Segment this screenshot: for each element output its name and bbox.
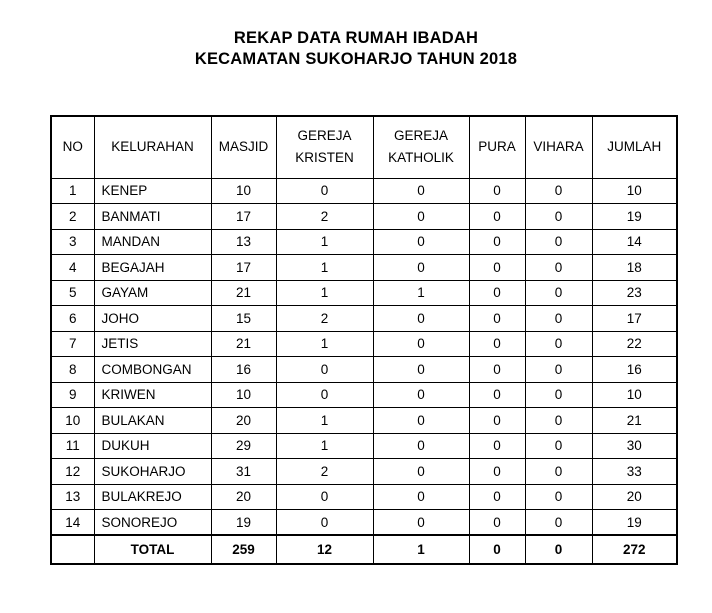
column-header-pura (469, 116, 525, 178)
cell-jumlah: 21 (592, 408, 677, 434)
cell-kelurahan: BEGAJAH (94, 255, 211, 281)
cell-vihara: 0 (525, 178, 592, 204)
recap-table (50, 115, 678, 565)
cell-pura: 0 (469, 510, 525, 536)
header-row (51, 116, 677, 178)
cell-kelurahan: KENEP (94, 178, 211, 204)
cell-jumlah: 33 (592, 459, 677, 485)
cell-no: 2 (51, 204, 94, 230)
column-header-vihara (525, 116, 592, 178)
cell-no: 6 (51, 306, 94, 332)
table-row (51, 331, 677, 357)
cell-no: 4 (51, 255, 94, 281)
table-row (51, 178, 677, 204)
cell-pura: 0 (469, 255, 525, 281)
cell-jumlah: 18 (592, 255, 677, 281)
table-row (51, 408, 677, 434)
total-cell-pura: 0 (469, 535, 525, 564)
cell-masjid: 17 (211, 255, 276, 281)
cell-kelurahan: JOHO (94, 306, 211, 332)
cell-jumlah: 17 (592, 306, 677, 332)
header-label-pura: PURA (478, 139, 516, 155)
cell-vihara: 0 (525, 484, 592, 510)
cell-gereja-katholik: 0 (373, 255, 469, 281)
cell-pura: 0 (469, 280, 525, 306)
cell-jumlah: 30 (592, 433, 677, 459)
cell-gereja-kristen: 2 (276, 306, 373, 332)
header-label-no: NO (62, 139, 83, 155)
cell-masjid: 21 (211, 280, 276, 306)
total-cell-masjid: 259 (211, 535, 276, 564)
table-row (51, 382, 677, 408)
cell-vihara: 0 (525, 433, 592, 459)
column-header-gereja-katholik (373, 116, 469, 178)
cell-masjid: 10 (211, 178, 276, 204)
cell-no: 10 (51, 408, 94, 434)
cell-pura: 0 (469, 331, 525, 357)
column-header-kelurahan (94, 116, 211, 178)
cell-jumlah: 16 (592, 357, 677, 383)
cell-vihara: 0 (525, 510, 592, 536)
cell-kelurahan: BANMATI (94, 204, 211, 230)
cell-gereja-katholik: 0 (373, 331, 469, 357)
cell-jumlah: 20 (592, 484, 677, 510)
table-row (51, 280, 677, 306)
page-title (0, 28, 712, 70)
cell-gereja-katholik: 0 (373, 178, 469, 204)
cell-pura: 0 (469, 229, 525, 255)
cell-gereja-katholik: 0 (373, 484, 469, 510)
cell-vihara: 0 (525, 280, 592, 306)
column-header-no (51, 116, 94, 178)
cell-no: 5 (51, 280, 94, 306)
cell-gereja-kristen: 1 (276, 229, 373, 255)
cell-gereja-kristen: 2 (276, 459, 373, 485)
cell-pura: 0 (469, 459, 525, 485)
header-label-gereja-katholik-line2: KATHOLIK (388, 150, 454, 166)
cell-gereja-katholik: 0 (373, 204, 469, 230)
cell-masjid: 20 (211, 484, 276, 510)
header-label-kelurahan: KELURAHAN (111, 139, 194, 155)
cell-vihara: 0 (525, 357, 592, 383)
header-label-gereja-kristen-line2: KRISTEN (295, 150, 354, 166)
header-label-vihara: VIHARA (533, 139, 584, 155)
cell-kelurahan: DUKUH (94, 433, 211, 459)
table-row (51, 510, 677, 536)
cell-gereja-kristen: 1 (276, 255, 373, 281)
cell-pura: 0 (469, 204, 525, 230)
column-header-masjid (211, 116, 276, 178)
cell-gereja-kristen: 0 (276, 510, 373, 536)
cell-gereja-katholik: 0 (373, 306, 469, 332)
recap-table-container (50, 115, 676, 565)
table-row (51, 357, 677, 383)
cell-vihara: 0 (525, 382, 592, 408)
cell-pura: 0 (469, 408, 525, 434)
cell-gereja-katholik: 0 (373, 510, 469, 536)
cell-pura: 0 (469, 357, 525, 383)
table-body (51, 178, 677, 564)
cell-gereja-katholik: 0 (373, 433, 469, 459)
header-label-gereja-kristen-line1: GEREJA (297, 128, 352, 144)
cell-gereja-kristen: 1 (276, 280, 373, 306)
cell-jumlah: 10 (592, 178, 677, 204)
table-row (51, 484, 677, 510)
cell-gereja-kristen: 0 (276, 484, 373, 510)
cell-pura: 0 (469, 382, 525, 408)
cell-no: 12 (51, 459, 94, 485)
cell-vihara: 0 (525, 459, 592, 485)
table-header (51, 116, 677, 178)
cell-gereja-kristen: 0 (276, 357, 373, 383)
cell-masjid: 20 (211, 408, 276, 434)
cell-kelurahan: KRIWEN (94, 382, 211, 408)
header-label-masjid: MASJID (218, 139, 269, 155)
cell-masjid: 21 (211, 331, 276, 357)
cell-jumlah: 19 (592, 204, 677, 230)
cell-gereja-katholik: 0 (373, 382, 469, 408)
cell-kelurahan: MANDAN (94, 229, 211, 255)
title-line-2: KECAMATAN SUKOHARJO TAHUN 2018 (194, 50, 518, 68)
header-label-jumlah: JUMLAH (607, 139, 662, 155)
cell-kelurahan: SUKOHARJO (94, 459, 211, 485)
cell-gereja-kristen: 2 (276, 204, 373, 230)
table-row (51, 306, 677, 332)
cell-masjid: 31 (211, 459, 276, 485)
cell-vihara: 0 (525, 306, 592, 332)
cell-kelurahan: BULAKREJO (94, 484, 211, 510)
cell-vihara: 0 (525, 331, 592, 357)
cell-no: 7 (51, 331, 94, 357)
total-cell-gereja-kristen: 12 (276, 535, 373, 564)
cell-kelurahan: JETIS (94, 331, 211, 357)
cell-pura: 0 (469, 306, 525, 332)
cell-kelurahan: GAYAM (94, 280, 211, 306)
cell-jumlah: 10 (592, 382, 677, 408)
cell-masjid: 10 (211, 382, 276, 408)
cell-gereja-kristen: 1 (276, 408, 373, 434)
total-cell-no (51, 535, 94, 564)
cell-vihara: 0 (525, 229, 592, 255)
cell-gereja-kristen: 1 (276, 331, 373, 357)
total-cell-gereja-katholik: 1 (373, 535, 469, 564)
cell-vihara: 0 (525, 204, 592, 230)
cell-masjid: 15 (211, 306, 276, 332)
cell-masjid: 19 (211, 510, 276, 536)
header-label-gereja-katholik-line1: GEREJA (393, 128, 448, 144)
column-header-gereja-kristen (276, 116, 373, 178)
cell-gereja-kristen: 0 (276, 178, 373, 204)
cell-no: 8 (51, 357, 94, 383)
cell-jumlah: 22 (592, 331, 677, 357)
table-row (51, 459, 677, 485)
total-cell-vihara: 0 (525, 535, 592, 564)
cell-gereja-katholik: 0 (373, 357, 469, 383)
cell-no: 3 (51, 229, 94, 255)
cell-masjid: 29 (211, 433, 276, 459)
cell-no: 13 (51, 484, 94, 510)
cell-kelurahan: COMBONGAN (94, 357, 211, 383)
table-row (51, 204, 677, 230)
cell-gereja-katholik: 1 (373, 280, 469, 306)
cell-gereja-katholik: 0 (373, 229, 469, 255)
cell-gereja-kristen: 0 (276, 382, 373, 408)
table-row (51, 255, 677, 281)
cell-masjid: 16 (211, 357, 276, 383)
total-cell-jumlah: 272 (592, 535, 677, 564)
cell-vihara: 0 (525, 408, 592, 434)
cell-gereja-katholik: 0 (373, 408, 469, 434)
cell-masjid: 13 (211, 229, 276, 255)
table-row (51, 433, 677, 459)
table-row (51, 229, 677, 255)
table-total-row (51, 535, 677, 564)
column-header-jumlah (592, 116, 677, 178)
cell-no: 14 (51, 510, 94, 536)
total-label: TOTAL (94, 535, 211, 564)
cell-pura: 0 (469, 433, 525, 459)
cell-jumlah: 23 (592, 280, 677, 306)
cell-no: 11 (51, 433, 94, 459)
cell-gereja-katholik: 0 (373, 459, 469, 485)
cell-no: 9 (51, 382, 94, 408)
cell-masjid: 17 (211, 204, 276, 230)
cell-pura: 0 (469, 484, 525, 510)
cell-jumlah: 19 (592, 510, 677, 536)
cell-pura: 0 (469, 178, 525, 204)
cell-gereja-kristen: 1 (276, 433, 373, 459)
cell-kelurahan: SONOREJO (94, 510, 211, 536)
cell-kelurahan: BULAKAN (94, 408, 211, 434)
title-line-1: REKAP DATA RUMAH IBADAH (233, 29, 479, 47)
cell-no: 1 (51, 178, 94, 204)
cell-vihara: 0 (525, 255, 592, 281)
cell-jumlah: 14 (592, 229, 677, 255)
